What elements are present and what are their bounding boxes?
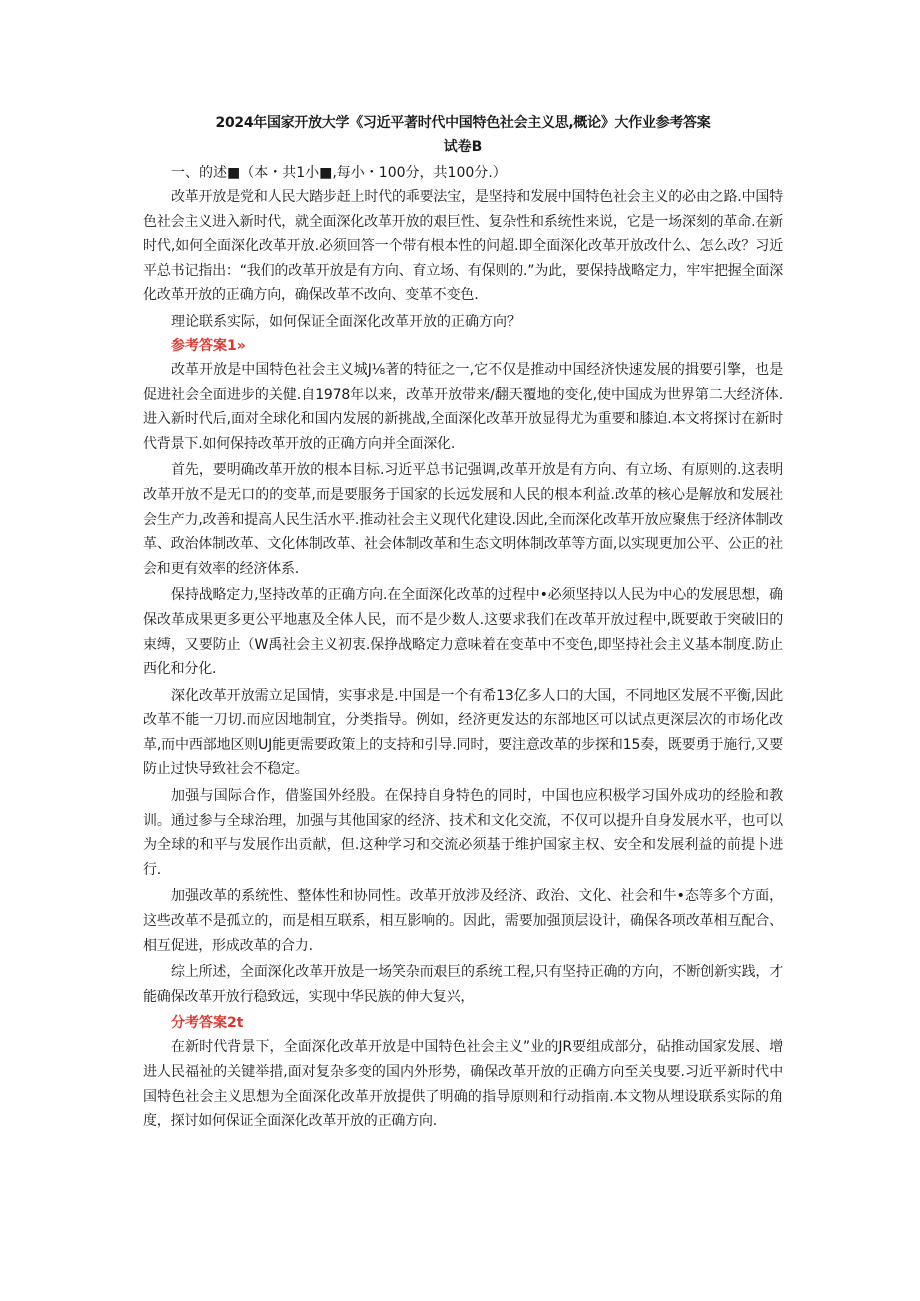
section-heading: 一、的述■（本・共1小■,每小・100分，共100分.） (171, 165, 507, 181)
intro-paragraph: 改革开放是党和人民大踏步赶上时代的乖要法宝，是坚持和发展中国特色社会主义的必由之路.中国特色社会主义进入新时代，就全面深化改革开放的艰巨性、复杂性和系统性来说，它是一场深刻的革命.在新时代,如何全面深化改革开放.必须回答一个带有根本性的问超.即全面深化改革开放改什么、怎么改？习近平总书记指出：“我们的改革开放是有方向、育立场、有保则的.”为此，要保持战略定力，牢牢把握全面深化改革开放的正确方向，确保改革不改向、变革不变色. (143, 189, 783, 304)
answer-1-paragraph: 加强与国际合作，借鉴国外经股。在保持自身特色的同时，中国也应积极学习国外成功的经脸和教训。通过参与全球治理，加强与其他国家的经济、技术和文化交流，不仅可以提升自身发展水平，也可以为全球的和平与发展作出贡献，但.这种学习和交流必须基于维护国家主权、安全和发展利益的前提卜进行. (143, 788, 783, 878)
answer-1-paragraph: 加强改革的系统性、整体性和协同性。改革开放涉及经济、政治、文化、社会和牛•态等多个方面，这些改革不是孤立的，而是相互联系，相互影响的。因此，需要加强顶层设计，确保各项改革相互配合、相互促进，形成改革的合力. (143, 888, 783, 954)
answer-2-label: 分考答案2t (171, 1015, 244, 1032)
question-text: 理论联系实际，如何保证全面深化改革开放的正确方向？ (171, 313, 521, 330)
answer-1-paragraph: 综上所述，全面深化改革开放是一场笑杂而艰巨的系统工程,只有坚持正确的方向，不断创新实践，才能确保改革开放行稳致远，实现中华民族的伸大复兴， (143, 964, 783, 1005)
answer-1-paragraph: 首先，要明确改革开放的根本目标.习近平总书记强调,改革开放是有方向、有立场、有原则的.这表明改革开放不是无口的的变革,而是要服务于国家的长远发展和人民的根本利益.改革的核心是解放和发展社会生产力,改善和提高人民生活水平.推动社会主义现代化建设.因此,全而深化改革开放应聚焦于经济体制改革、政治体制改革、文化体制改革、社会体制改革和生态文明体制改革等方面,以实现更加公平、公正的社会和更有效率的经济体系. (143, 462, 783, 577)
answer-1-paragraph: 保持战略定力,坚持改革的正确方向.在全面深化改革的过程中•必须坚持以人民为中心的发展思想，确保改革成果更多更公平地惠及全体人民，而不是少数人.这要求我们在改革开放过程中,既要敢于突破旧的束缚，又要防止（W禹社会主义初衷.保挣战略定力意味着在变革中不变色,即坚持社会主义基本制度.防止西化和分化. (143, 587, 783, 678)
document-title: 2024年国家开放大学《习近平著时代中国特色社会主义思,概论》大作业参考答案 (215, 115, 711, 131)
answer-1-paragraph: 深化改革开放需立足国情，实事求是.中国是一个有希13亿多人口的大国，不同地区发展不平衡,因此改革不能一刀切.而应因地制宜，分类指导。例如，经济更发达的东部地区可以试点更深层次的市场化改革,而中西部地区则UJ能更需要政策上的支持和引导.同时，要注意改革的步探和15奏，既要勇于施行,又要防止过快导致社会不稳定。 (143, 687, 783, 778)
answer-2-paragraph: 在新时代背景下，全面深化改革开放是中国特色社会主义”业的JR要组成部分，砧推动国家发展、增进人民福祉的关键举措,面对复杂多变的国内外形势，确保改革开放的正确方向至关曳要.习近平新时代中国特色社会主义思想为全面深化改革开放提供了明确的指导原则和行动指南.本文物从埋设联系实际的角度，探讨如何保证全面深化改革开放的正确方向. (143, 1039, 783, 1130)
answer-1-label: 参考答案1» (171, 337, 246, 354)
exam-version: 试卷B (443, 139, 483, 155)
document-body (143, 111, 783, 1136)
answer-1-paragraph: 改革开放是中国特色社会主义城J⅛著的特征之一,它不仅是推动中国经济快速发展的揖要引擎，也是促进社会全面进步的关健.自1978年以来，改革开放带来/翻天覆地的变化,使中国成为世界第二大经济体.进入新时代后,面对全球化和国内发展的新挑战,全面深化改革开放显得尤为重要和膝迫.本文将探讨在新时代背景下.如何保持改革开放的正确方向并全面深化. (143, 361, 783, 452)
